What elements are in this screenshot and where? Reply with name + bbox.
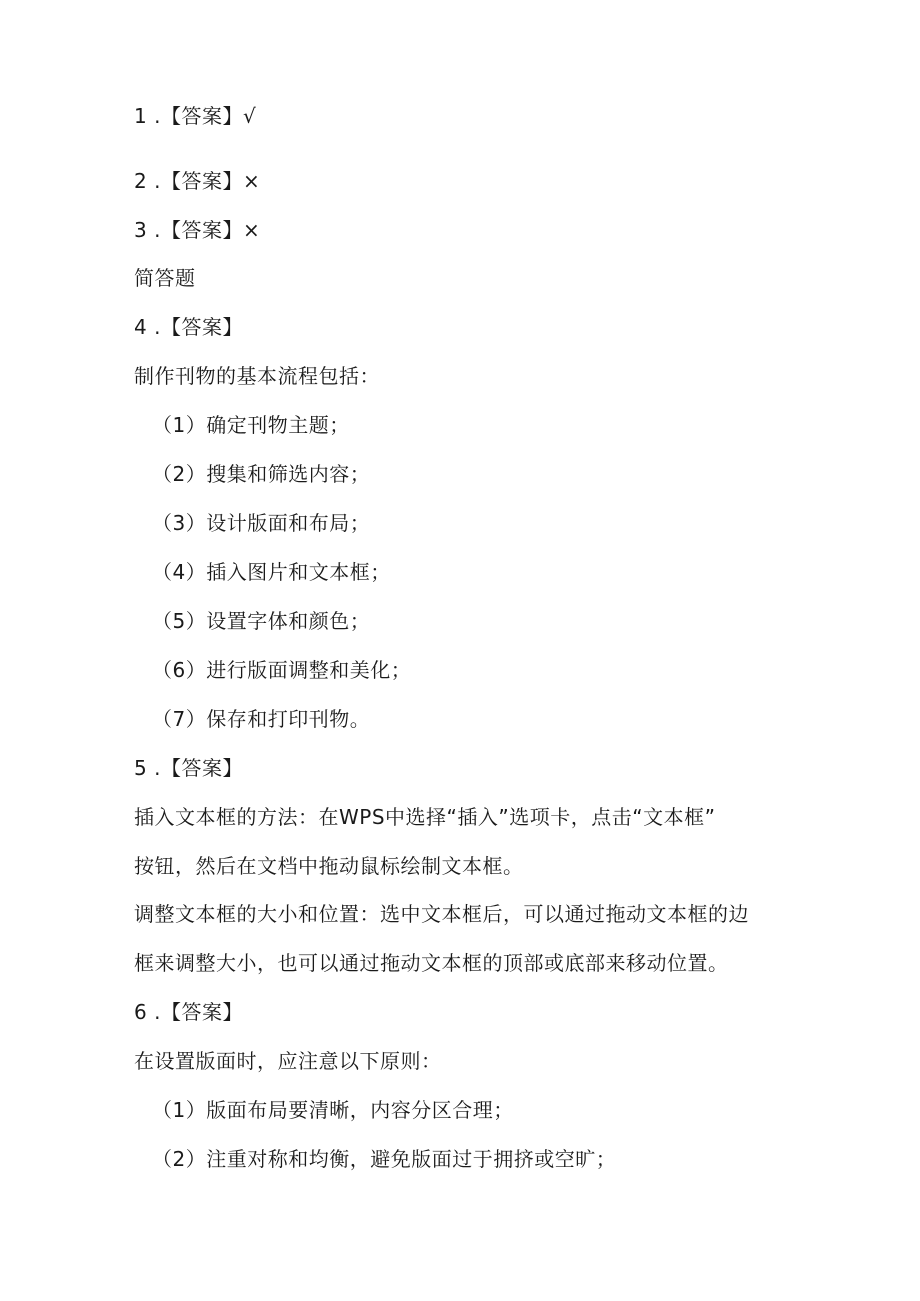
answer-4-step-2: （2）搜集和筛选内容； — [152, 462, 371, 486]
answer-5-paragraph-1-line-1: 插入文本框的方法：在WPS中选择“插入”选项卡，点击“文本框” — [134, 805, 716, 829]
answer-4-step-3: （3）设计版面和布局； — [152, 511, 371, 535]
answer-5-paragraph-1-line-2: 按钮，然后在文档中拖动鼠标绘制文本框。 — [134, 854, 524, 878]
answer-1: 1 .【答案】√ — [134, 104, 257, 128]
answer-4-step-5: （5）设置字体和颜色； — [152, 609, 371, 633]
answer-4-step-1: （1）确定刊物主题； — [152, 413, 350, 437]
answer-2: 2 .【答案】× — [134, 169, 261, 193]
answer-6: 6 .【答案】 — [134, 1000, 243, 1024]
answer-5: 5 .【答案】 — [134, 756, 243, 780]
answer-4-step-4: （4）插入图片和文本框； — [152, 560, 391, 584]
answer-5-paragraph-2-line-2: 框来调整大小，也可以通过拖动文本框的顶部或底部来移动位置。 — [134, 951, 729, 975]
answer-6-principle-1: （1）版面布局要清晰，内容分区合理； — [152, 1098, 514, 1122]
answer-4: 4 .【答案】 — [134, 315, 243, 339]
answer-6-intro: 在设置版面时，应注意以下原则： — [134, 1049, 442, 1073]
answer-5-paragraph-2-line-1: 调整文本框的大小和位置：选中文本框后，可以通过拖动文本框的边 — [134, 902, 749, 926]
answer-4-step-6: （6）进行版面调整和美化； — [152, 658, 412, 682]
answer-4-intro: 制作刊物的基本流程包括： — [134, 364, 380, 388]
answer-3: 3 .【答案】× — [134, 218, 261, 242]
section-heading-short-answer: 简答题 — [134, 266, 196, 290]
answer-4-step-7: （7）保存和打印刊物。 — [152, 707, 371, 731]
answer-6-principle-2: （2）注重对称和均衡，避免版面过于拥挤或空旷； — [152, 1147, 617, 1171]
